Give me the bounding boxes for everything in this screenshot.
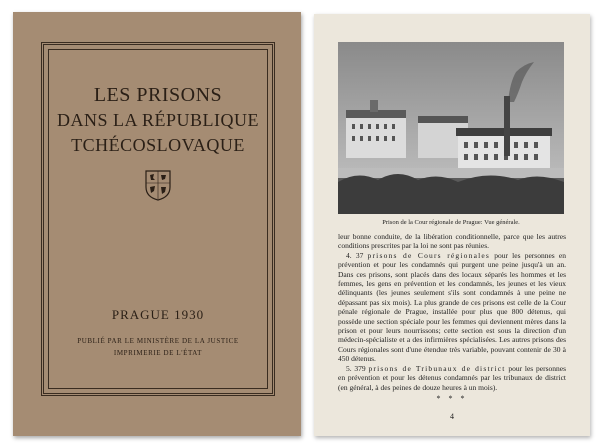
cover-publisher: [44, 335, 272, 359]
interior-page: [314, 14, 590, 436]
czechoslovak-coat-of-arms-icon: [144, 169, 172, 201]
publisher-line2: IMPRIMERIE DE L'ÉTAT: [113, 349, 203, 357]
photo-caption: Prison de la Cour régionale de Prague: Vue générale.: [382, 219, 520, 226]
cover-title-line1: LES PRISONS: [93, 84, 223, 106]
paragraph-2-text: pour les personnes en prévention et pour les condamnés qui purgent une peine jusqu'à un an. Dans ces prisons, sont placés dans des locaux séparés les hommes et les femmes, les gens en prévention et les condamnés, les jeunes et les vieux délinquants (les jeunes seulement s'ils sont condamnés à une peine ne dépassant pas six mois). La plus grande de ces prisons est celle de la Cour pénale régionale de Prague, installée pour plus que 800 détenus, qui possède une section spéciale pour les femmes qui deviennent mères dans la prison et pour leurs nourrissons; cette section est sous la direction d'un médecin-spécialiste et a des infirmières spécialisées. Les autres prisons des Cours régionales sont d'une étendue très variable, pouvant contenir de 30 à 450 détenus.: [338, 250, 566, 364]
paragraph-1: leur bonne conduite, de la libération conditionnelle, parce que les autres conditions prescrites par la loi ne sont pas réunies.: [338, 232, 566, 251]
booklet-cover: [13, 12, 301, 436]
paragraph-2-number: 4. 37: [346, 250, 364, 260]
paragraph-3-text: pour les personnes en prévention et pour les détenus condamnés par les tribunaux de district (en général, à des peines de douze heures à un mois).: [338, 363, 567, 392]
cover-title: [44, 83, 272, 158]
cover-title-line2: DANS LA RÉPUBLIQUE: [56, 110, 259, 130]
paragraph-2-heading: prisons de Cours régionales: [367, 250, 491, 260]
paragraph-3-number: 5. 379: [346, 363, 366, 373]
page-body-text: [338, 232, 566, 392]
paragraph-3-heading: prisons de Tribunaux de district: [368, 363, 506, 373]
cover-title-line3: TCHÉCOSLOVAQUE: [71, 135, 245, 155]
paragraph-3: [338, 364, 566, 392]
cover-city-year: PRAGUE 1930: [111, 307, 205, 322]
prison-photograph: [338, 42, 564, 214]
page-number: 4: [450, 412, 454, 421]
cover-border-frame: [41, 42, 275, 396]
publisher-line1: PUBLIÉ PAR LE MINISTÈRE DE LA JUSTICE: [77, 337, 239, 345]
paragraph-2: [338, 251, 566, 364]
section-divider-stars: * * *: [436, 394, 468, 403]
